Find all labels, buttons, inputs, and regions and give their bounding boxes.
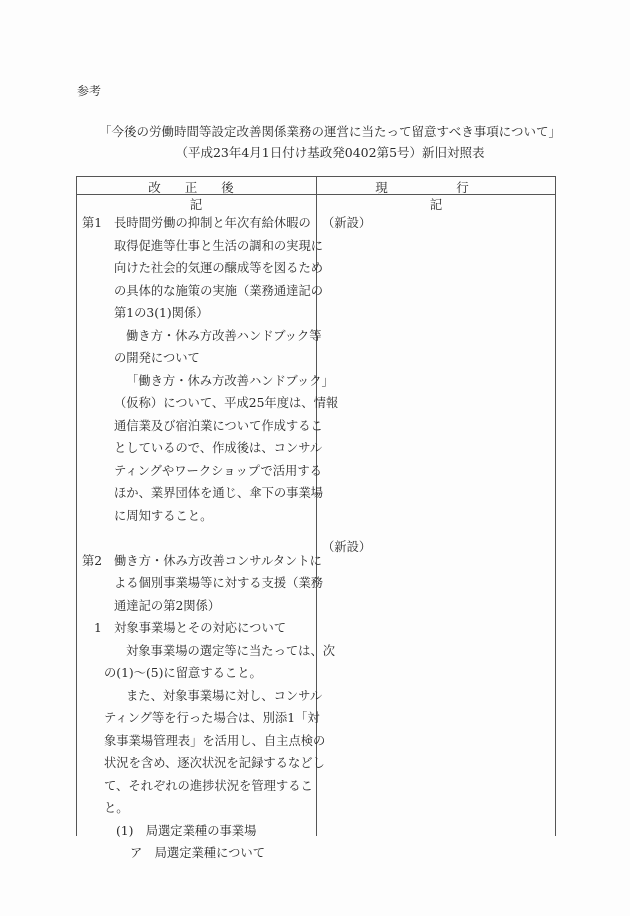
- item2-para2-line: 状況を含め、逐次状況を記録するなどし: [104, 756, 325, 770]
- item2-para2-line: また、対象事業場に対し、コンサル: [126, 688, 323, 703]
- table-left-border: [76, 176, 77, 836]
- item1-body-line: 通信業及び宿泊業について作成するこ: [114, 418, 323, 433]
- item1-body-line: としているので、作成後は、コンサル: [114, 441, 323, 455]
- item2-para1-line: 対象事業場の選定等に当たっては、次: [126, 643, 336, 658]
- table-right-border: [555, 176, 556, 836]
- ki-current: 記: [429, 197, 443, 212]
- item1-number: 第1: [82, 216, 103, 230]
- item1-body-line: ほか、業界団体を通じ、傘下の事業場: [114, 486, 324, 500]
- ki-revised: 記: [189, 197, 203, 212]
- item1-body-line: に周知すること。: [114, 508, 213, 523]
- item2-para2-line: 象事業場管理表」を活用し、自主点検の: [104, 733, 326, 748]
- item2-sub2: (1) 局選定業種の事業場: [116, 823, 257, 838]
- item1-heading-line: 取得促進等仕事と生活の調和の実現に: [114, 238, 324, 253]
- item1-body-line: 「働き方・休み方改善ハンドブック」: [126, 373, 334, 388]
- item2-heading-line: 通達記の第2関係）: [114, 598, 221, 613]
- revised-column: [82, 212, 339, 865]
- current-column: [322, 212, 552, 235]
- item1-heading-line: の具体的な施策の実施（業務通達記の: [114, 283, 324, 298]
- item2-para2-line: と。: [104, 801, 129, 815]
- item2-para2-line: ティング等を行った場合は、別添1「対: [104, 711, 320, 725]
- item2-sub3: ア 局選定業種について: [130, 846, 266, 860]
- item1-heading: 長時間労働の抑制と年次有給休暇の: [114, 216, 311, 230]
- item2-para1-line: の(1)～(5)に留意すること。: [104, 666, 262, 680]
- item1-body-line: （仮称）について、平成25年度は、情報: [114, 396, 339, 410]
- item1-subheading: 働き方・休み方改善ハンドブック等: [126, 328, 322, 343]
- item2-number: 第2: [82, 553, 103, 568]
- item2-para2-line: て、それぞれの進捗状況を管理するこ: [104, 778, 313, 793]
- current-item1: （新設）: [322, 216, 372, 230]
- comparison-table: [76, 176, 556, 860]
- document-subtitle: （平成23年4月1日付け基政発0402第5号）新旧対照表: [175, 145, 485, 160]
- item1-body-line: ティングやワークショップで活用する: [114, 463, 322, 478]
- header-revised: 改 正 後: [148, 180, 244, 195]
- reference-label: 参考: [77, 84, 102, 98]
- item1-heading-line: 向けた社会的気運の醸成等を図るため: [114, 261, 324, 275]
- header-current: 現 行: [375, 180, 497, 195]
- document-title: 「今後の労働時間等設定改善関係業務の運営に当たって留意すべき事項について」: [98, 124, 561, 139]
- item1-subheading: の開発について: [114, 351, 200, 365]
- current-item2: （新設）: [322, 540, 372, 554]
- item1-heading-line: 第1の3(1)関係）: [114, 306, 209, 320]
- item2-heading-line: よる個別事業場等に対する支援（業務: [114, 576, 324, 590]
- item2-heading: 働き方・休み方改善コンサルタントに: [114, 553, 322, 568]
- item2-sub1: 1 対象事業場とその対応について: [94, 621, 287, 635]
